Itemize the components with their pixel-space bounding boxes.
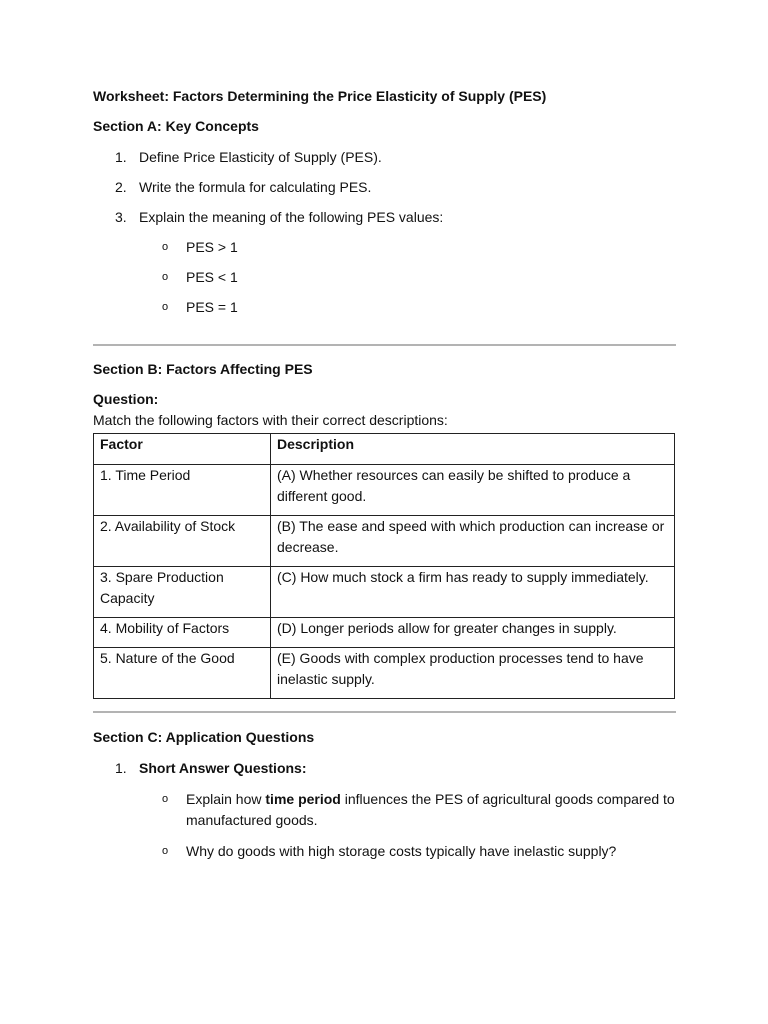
- factor-cell: 2. Availability of Stock: [94, 516, 271, 567]
- pes-value-text: PES < 1: [186, 269, 238, 285]
- short-answer-label: Short Answer Questions:: [139, 760, 307, 776]
- table-row: [94, 618, 675, 648]
- table-row: [94, 648, 675, 699]
- circle-bullet-icon: o: [162, 241, 169, 253]
- section-a-list: [93, 147, 676, 228]
- question-instruction: Match the following factors with their correct descriptions:: [93, 412, 448, 428]
- worksheet-title: Worksheet: Factors Determining the Price Elasticity of Supply (PES): [93, 88, 547, 104]
- circle-bullet-icon: o: [162, 793, 169, 805]
- list-item: [93, 237, 676, 258]
- item-text: Define Price Elasticity of Supply (PES).: [139, 149, 382, 165]
- factor-cell: 3. Spare Production Capacity: [94, 567, 271, 618]
- list-item: [93, 177, 676, 198]
- pes-value-text: PES > 1: [186, 239, 238, 255]
- section-c-list: [93, 758, 676, 779]
- list-item: [93, 147, 676, 168]
- short-answer-questions: [93, 789, 676, 862]
- section-a-heading: Section A: Key Concepts: [93, 118, 259, 134]
- item-number: 1.: [115, 760, 127, 776]
- factor-cell: 1. Time Period: [94, 465, 271, 516]
- list-item: [93, 207, 676, 228]
- list-item: [93, 841, 676, 862]
- item-text: Explain the meaning of the following PES values:: [139, 209, 444, 225]
- table-row: [94, 465, 675, 516]
- question-text: Why do goods with high storage costs typically have inelastic supply?: [186, 843, 617, 859]
- worksheet-page: [93, 86, 676, 862]
- table-row: [94, 567, 675, 618]
- matching-table: [93, 433, 675, 699]
- pes-value-text: PES = 1: [186, 299, 238, 315]
- pes-values-list: [93, 237, 676, 318]
- list-item: [93, 297, 676, 318]
- description-cell: (E) Goods with complex production processes tend to have inelastic supply.: [271, 648, 675, 699]
- question-label: Question:: [93, 391, 159, 407]
- description-cell: (C) How much stock a firm has ready to supply immediately.: [271, 567, 675, 618]
- factor-cell: 4. Mobility of Factors: [94, 618, 271, 648]
- description-cell: (A) Whether resources can easily be shifted to produce a different good.: [271, 465, 675, 516]
- question-text: Explain how time period influences the PES of agricultural goods compared to manufactured goods.: [186, 791, 675, 828]
- description-cell: (D) Longer periods allow for greater changes in supply.: [271, 618, 675, 648]
- factor-column-header: Factor: [94, 434, 271, 465]
- item-text: Write the formula for calculating PES.: [139, 179, 372, 195]
- circle-bullet-icon: o: [162, 301, 169, 313]
- item-number: 2.: [115, 179, 127, 195]
- list-item: [93, 789, 676, 831]
- factor-cell: 5. Nature of the Good: [94, 648, 271, 699]
- section-divider: [93, 344, 676, 346]
- circle-bullet-icon: o: [162, 845, 169, 857]
- list-item: [93, 758, 676, 779]
- item-number: 1.: [115, 149, 127, 165]
- table-header-row: [94, 434, 675, 465]
- section-c-heading: Section C: Application Questions: [93, 729, 315, 745]
- description-column-header: Description: [271, 434, 675, 465]
- section-b-heading: Section B: Factors Affecting PES: [93, 361, 313, 377]
- item-number: 3.: [115, 209, 127, 225]
- section-divider: [93, 711, 676, 713]
- emphasis-text: time period: [265, 791, 341, 807]
- table-row: [94, 516, 675, 567]
- description-cell: (B) The ease and speed with which production can increase or decrease.: [271, 516, 675, 567]
- list-item: [93, 267, 676, 288]
- circle-bullet-icon: o: [162, 271, 169, 283]
